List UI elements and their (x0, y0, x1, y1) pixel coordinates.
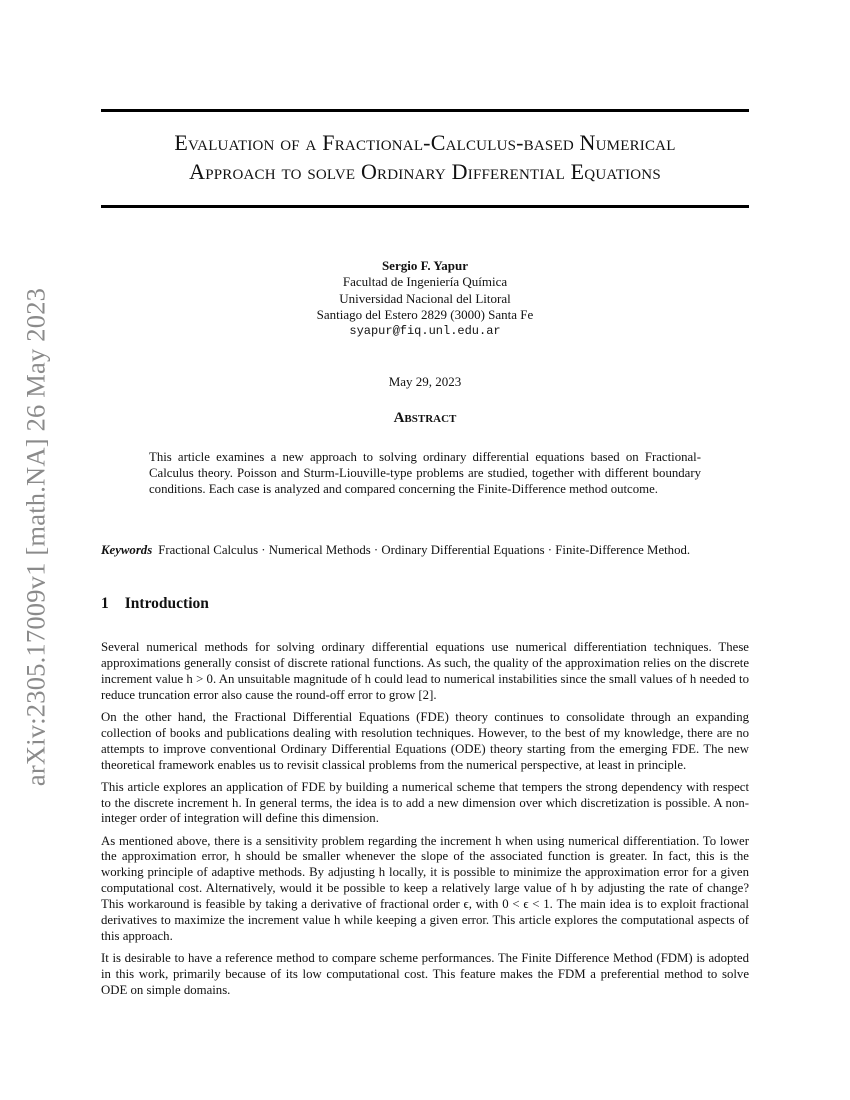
author-email[interactable]: syapur@fiq.unl.edu.ar (349, 324, 501, 339)
keywords-label: Keywords (101, 543, 153, 557)
title-bottom-rule (101, 205, 749, 208)
abstract-heading: Abstract (393, 410, 457, 426)
paragraph: On the other hand, the Fractional Differential Equations (FDE) theory continues to consolidate through an expanding collection of books and publications dealing with resolution techniques. However, to the best of my knowledge, there are no attempts to improve conventional Ordinary Differential Equations (ODE) theory starting from the emerging FDE. The new theoretical framework enables us to revisit classical problems from the numerical perspective, at least in principle. (101, 709, 749, 772)
section-number: 1 (101, 595, 109, 612)
paragraph: As mentioned above, there is a sensitivity problem regarding the increment h when using numerical differentiation. To lower the approximation error, h should be smaller whenever the slope of the associated function is greater. In fact, this is the working principle of adaptive methods. By adjusting h locally, it is possible to minimize the approximation error for a given computational cost. Alternatively, would it be possible to keep a relatively large value of h by adjusting the rate of change? This workaround is feasible by taking a derivative of fractional order ϵ, with 0 < ϵ < 1. The main idea is to exploit fractional derivatives to maximize the increment value h while keeping a given error. This article explores the computational aspects of this approach. (101, 833, 749, 943)
paragraph: Several numerical methods for solving ordinary differential equations use numerical differentiation techniques. These approximations generally consist of discrete rational functions. As such, the quality of the approximation relies on the discrete increment value h > 0. An unsuitable magnitude of h could lead to numerical instabilities since the small values of h needed to reduce truncation error also cause the round-off error to grow [2]. (101, 640, 749, 702)
section-title: Introduction (124, 595, 209, 612)
arxiv-identifier: arXiv:2305.17009v1 [math.NA] 26 May 2023 (20, 287, 51, 786)
author-affiliation-1: Facultad de Ingeniería Química (342, 274, 508, 290)
body-text (101, 640, 749, 1005)
paper-date: May 29, 2023 (388, 374, 462, 389)
author-name: Sergio F. Yapur (381, 258, 469, 273)
author-block (200, 258, 650, 339)
paper-title (101, 128, 749, 186)
author-affiliation-2: Universidad Nacional del Litoral (339, 290, 511, 306)
section-heading (101, 595, 209, 613)
author-address: Santiago del Estero 2829 (3000) Santa Fe (316, 306, 534, 322)
keywords-list: Fractional Calculus · Numerical Methods · Ordinary Differential Equations · Finite-Difference Method. (158, 543, 691, 557)
keywords-line (101, 543, 761, 558)
paragraph: This article explores an application of FDE by building a numerical scheme that tempers the strong dependency with respect to the discrete increment h. In general terms, the idea is to add a new dimension over which discretization is possible. A non-integer order of integration will define this dimension. (101, 779, 749, 826)
title-top-rule (101, 109, 749, 112)
paragraph: It is desirable to have a reference method to compare scheme performances. The Finite Difference Method (FDM) is adopted in this work, primarily because of its low computational cost. This feature makes the FDM a preferential method to solve ODE on simple domains. (101, 951, 749, 997)
title-line-2: Approach to solve Ordinary Differential Equations (189, 159, 661, 184)
arxiv-sidebar-stamp (13, 264, 59, 809)
title-line-1: Evaluation of a Fractional-Calculus-based Numerical (174, 130, 676, 155)
abstract-text: This article examines a new approach to solving ordinary differential equations based on Fractional-Calculus theory. Poisson and Sturm-Liouville-type problems are studied, together with different boundary conditions. Each case is analyzed and compared concerning the Finite-Difference method outcome. (149, 450, 701, 496)
